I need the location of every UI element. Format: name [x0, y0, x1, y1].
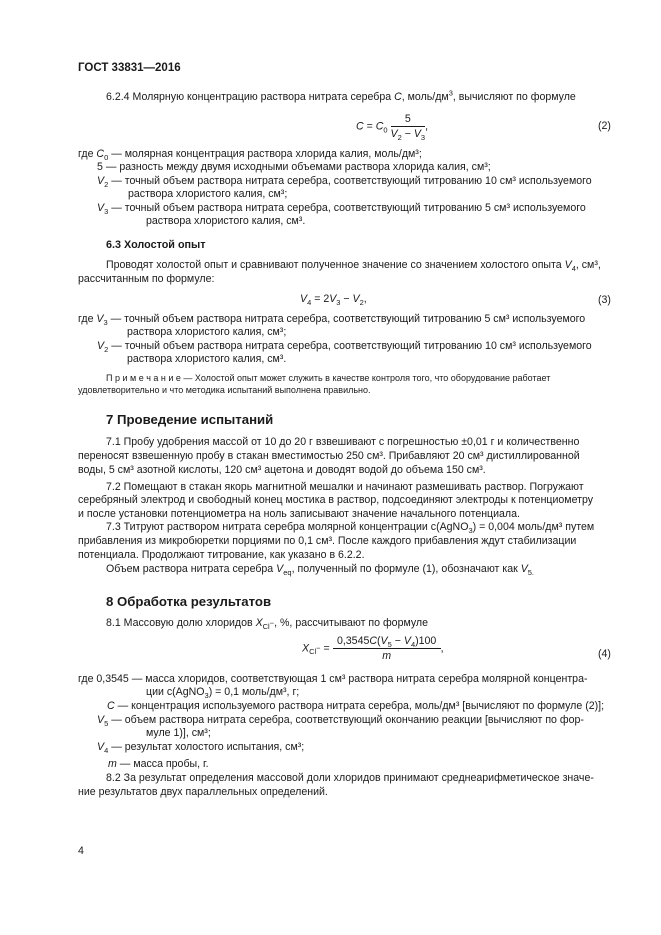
paragraph-7-1-l2: переносят взвешенную пробу в стакан вместимостью 250 см³. Прибавляют 20 см³ дистиллированной: [78, 450, 580, 462]
legend-8-0-3545: где 0,3545 — масса хлоридов, соответствующая 1 см³ раствора нитрата серебра молярной концентра-: [78, 673, 588, 685]
legend-v3: $V_3$ — точный объем раствора нитрата серебра, соответствующий титрованию 5 см³ используемого: [97, 202, 586, 217]
legend-8-0-3545-cont: ции c(AgNO$_3$) = 0,1 моль/дм³, г;: [146, 686, 300, 701]
paragraph-8-2: 8.2 За результат определения массовой доли хлоридов принимают среднеарифметическое значе-: [106, 772, 594, 784]
paragraph-7-2-l2: серебряный электрод и свободный конец мостика в раствор, подсоединяют электроды к потенциометру: [78, 494, 594, 506]
legend-8-m: m — масса пробы, г.: [108, 758, 209, 770]
paragraph-7-4: Объем раствора нитрата серебра $V_{eq}$, полученный по формуле (1), обозначают как $V_{5.}$: [106, 563, 535, 578]
paragraph-8-1: 8.1 Массовую долю хлоридов $X_{Cl^-}$, %, рассчитывают по формуле: [106, 617, 428, 632]
legend-8-v5: $V_5$ — объем раствора нитрата серебра, соответствующий окончанию реакции [вычисляют по фор-: [97, 714, 584, 729]
formula-3: $V_4 = 2V_3 - V_2$,: [300, 293, 367, 308]
paragraph-7-2-l3: и после установки потенциометра на ноль записывают значение начального потенциала.: [78, 508, 520, 520]
page-number: 4: [78, 845, 84, 857]
legend-6-3-v3-cont: раствора хлористого калия, см³;: [127, 326, 287, 338]
legend-v3-cont: раствора хлористого калия, см³.: [146, 215, 306, 227]
paragraph-7-3: 7.3 Титруют раствором нитрата серебра молярной концентрации c(AgNO$_3$) = 0,004 моль/дм³ путем: [106, 521, 595, 536]
paragraph-7-3-l2: прибавления из микробюретки порциями по 0,1 см³. После каждого прибавления ждут стабилизации: [78, 535, 577, 547]
section-title-7: 7 Проведение испытаний: [106, 412, 274, 427]
paragraph-8-2-l2: ние результатов двух параллельных определений.: [78, 786, 328, 798]
paragraph-7-1: 7.1 Пробу удобрения массой от 10 до 20 г взвешивают с погрешностью ±0,01 г и количественно: [106, 436, 580, 448]
section-title-6-3: 6.3 Холостой опыт: [106, 239, 206, 251]
paragraph-7-1-l3: воды, 5 см³ азотной кислоты, 120 см³ ацетона и доводят водой до объема 150 см³.: [78, 464, 486, 476]
paragraph-7-3-l3: потенциала. Продолжают титрование, как указано в 6.2.2.: [78, 549, 365, 561]
note-cont: удовлетворительно и что методика испытаний выполнена правильно.: [78, 385, 371, 395]
formula-number-3: (3): [598, 294, 611, 306]
formula-2: $C = C_0$ $\frac{5}{V_2 - V_3}$ ,: [356, 113, 429, 143]
legend-v2-cont: раствора хлористого калия, см³;: [128, 188, 288, 200]
paragraph-7-2: 7.2 Помещают в стакан якорь магнитной мешалки и начинают размешивать раствор. Погружают: [106, 481, 584, 493]
legend-8-v4: $V_4$ — результат холостого испытания, см³;: [97, 741, 305, 756]
page-header: ГОСТ 33831—2016: [78, 62, 181, 74]
formula-number-2: (2): [598, 120, 611, 132]
paragraph-6-3: Проводят холостой опыт и сравнивают полученное значение со значением холостого опыта $V_4$, см³,: [106, 259, 601, 274]
section-title-8: 8 Обработка результатов: [106, 594, 272, 609]
legend-6-3-v2: $V_2$ — точный объем раствора нитрата серебра, соответствующий титрованию 10 см³ используемого: [97, 340, 592, 355]
legend-6-3-v2-cont: раствора хлористого калия, см³.: [127, 353, 287, 365]
legend-6-3-v3: где $V_3$ — точный объем раствора нитрата серебра, соответствующий титрованию 5 см³ используемого: [78, 313, 586, 328]
legend-v2: $V_2$ — точный объем раствора нитрата серебра, соответствующий титрованию 10 см³ используемого: [97, 175, 592, 190]
formula-number-4: (4): [598, 648, 611, 660]
legend-8-c: C — концентрация используемого раствора нитрата серебра, моль/дм³ [вычисляют по формуле (2)];: [107, 700, 605, 712]
paragraph-6-2-4: 6.2.4 Молярную концентрацию раствора нитрата серебра C, моль/$дм^3$, вычисляют по формуле: [106, 88, 576, 103]
note: П р и м е ч а н и е — Холостой опыт может служить в качестве контроля того, что оборудование работает: [106, 373, 551, 383]
formula-4: $X_{Cl^-}$ = $\frac{0,3545C(V_5 - V_4)100}{m}$ ,: [302, 635, 444, 662]
legend-c0: где $C_0$ — молярная концентрация раствора хлорида калия, моль/дм³;: [78, 148, 422, 163]
legend-8-v5-cont: муле 1)], см³;: [146, 727, 211, 739]
paragraph-6-3-cont: рассчитанным по формуле:: [78, 273, 215, 285]
legend-five: 5 — разность между двумя исходными объемами раствора хлорида калия, см³;: [97, 161, 491, 173]
